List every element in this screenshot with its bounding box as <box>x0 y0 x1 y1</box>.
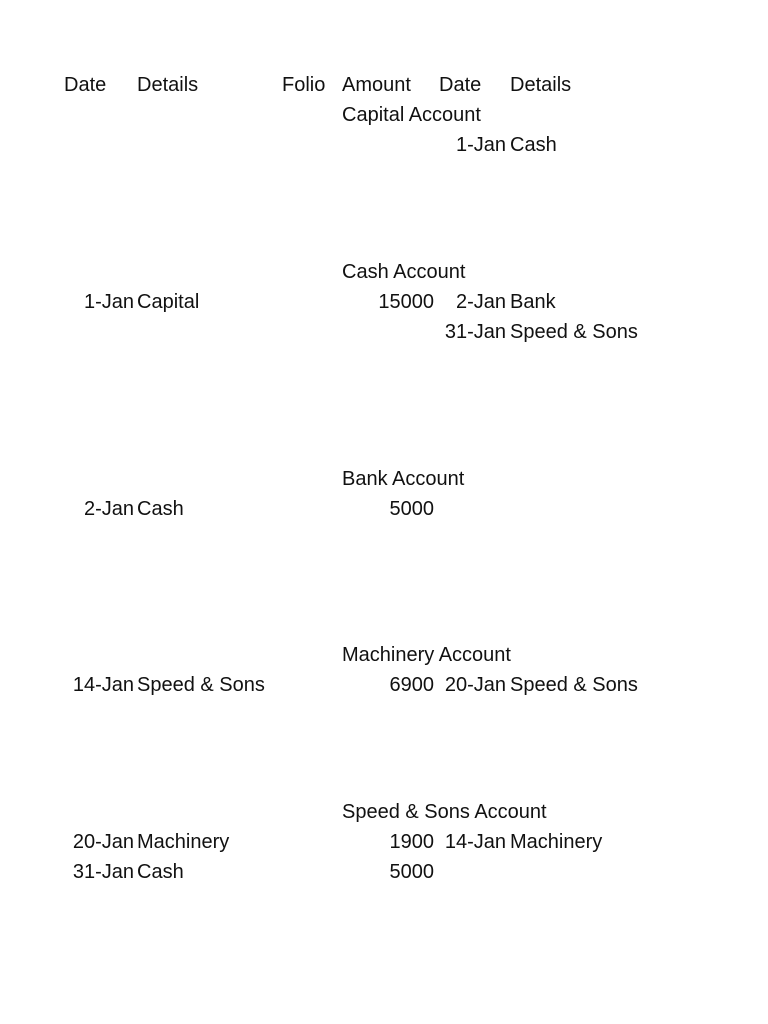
header-date-left: Date <box>64 74 107 96</box>
speed-sons-debit-details-1: Machinery <box>137 831 230 853</box>
speed-sons-account-title: Speed & Sons Account <box>342 801 547 823</box>
header-folio: Folio <box>282 74 326 96</box>
machinery-account-title: Machinery Account <box>342 644 511 666</box>
cash-debit-amount: 15000 <box>378 291 434 313</box>
cash-credit-details-2: Speed & Sons <box>510 321 638 343</box>
machinery-debit-date: 14-Jan <box>72 674 134 696</box>
speed-sons-debit-date-2: 31-Jan <box>72 861 134 883</box>
cash-credit-date-2: 31-Jan <box>444 321 506 343</box>
header-details-right: Details <box>510 74 572 96</box>
cash-debit-date: 1-Jan <box>83 291 134 313</box>
speed-sons-debit-details-2: Cash <box>137 861 184 883</box>
capital-account-title: Capital Account <box>342 104 481 126</box>
header-amount: Amount <box>342 74 411 96</box>
header-date-right: Date <box>439 74 482 96</box>
machinery-credit-details: Speed & Sons <box>510 674 638 696</box>
cash-account-title: Cash Account <box>342 261 466 283</box>
bank-debit-date: 2-Jan <box>83 498 134 520</box>
speed-sons-credit-date: 14-Jan <box>444 831 506 853</box>
machinery-credit-date: 20-Jan <box>444 674 506 696</box>
machinery-debit-details: Speed & Sons <box>137 674 265 696</box>
speed-sons-debit-amount-2: 5000 <box>389 861 434 883</box>
speed-sons-debit-date-1: 20-Jan <box>72 831 134 853</box>
speed-sons-debit-amount-1: 1900 <box>389 831 434 853</box>
header-details-left: Details <box>137 74 199 96</box>
speed-sons-credit-details: Machinery <box>510 831 603 853</box>
machinery-debit-amount: 6900 <box>389 674 434 696</box>
cash-debit-details: Capital <box>137 291 200 313</box>
cash-credit-details-1: Bank <box>510 291 556 313</box>
bank-debit-details: Cash <box>137 498 184 520</box>
capital-credit-details: Cash <box>510 134 557 156</box>
bank-account-title: Bank Account <box>342 468 465 490</box>
cash-credit-date-1: 2-Jan <box>455 291 506 313</box>
capital-credit-date: 1-Jan <box>455 134 506 156</box>
bank-debit-amount: 5000 <box>389 498 434 520</box>
